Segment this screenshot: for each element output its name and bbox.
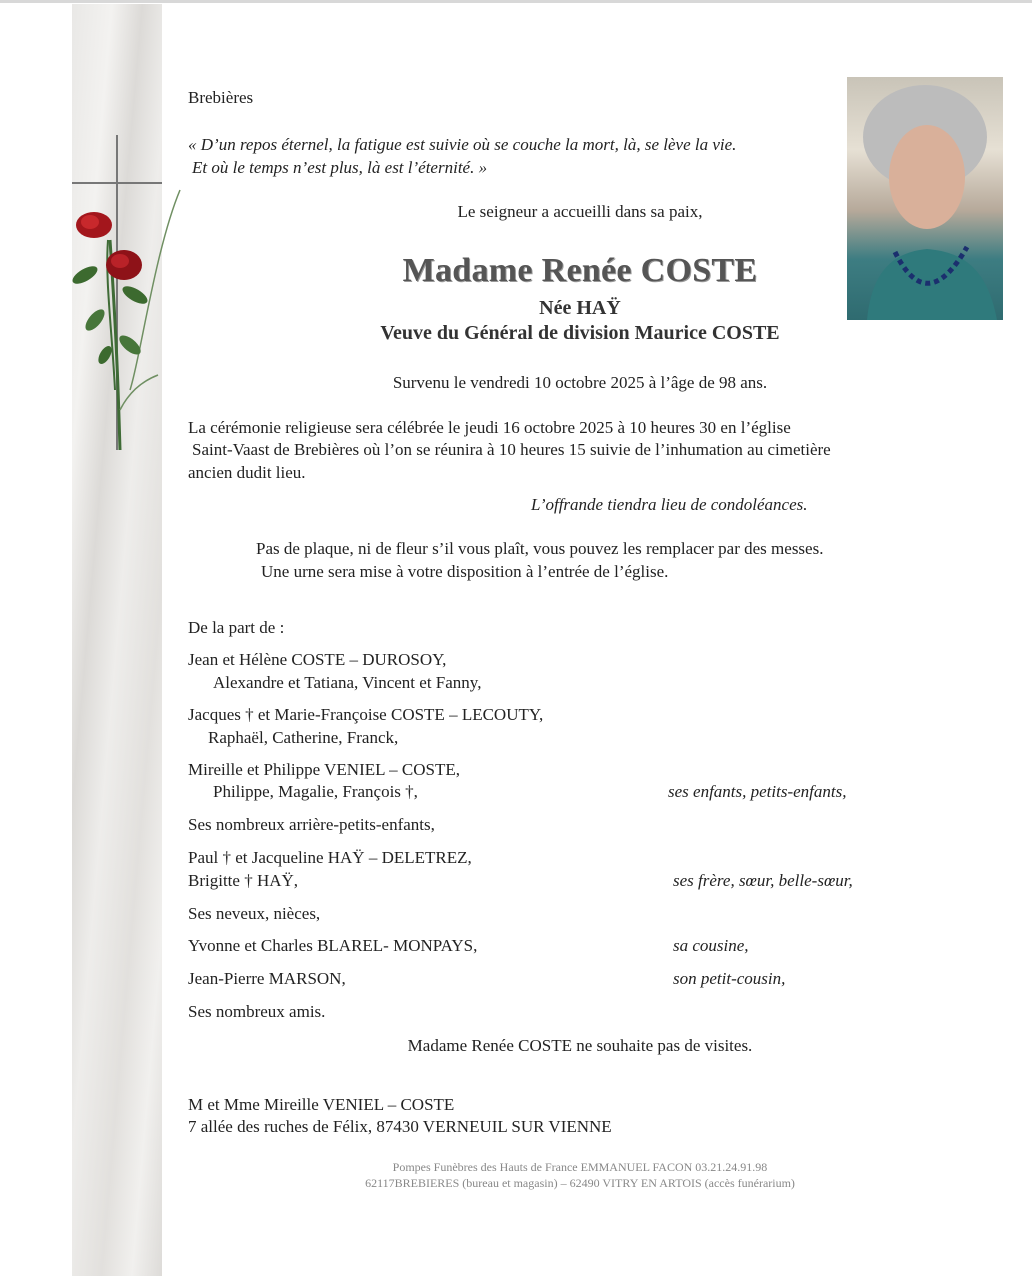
footer-line-2: 62117BREBIERES (bureau et magasin) – 62490 VITRY EN ARTOIS (accès funérarium)	[365, 1176, 795, 1190]
quote-line-2: Et où le temps n’est plus, là est l’éternité. »	[192, 158, 488, 177]
quote-line-1: « D’un repos éternel, la fatigue est suivie où se couche la mort, là, se lève la vie.	[188, 135, 737, 154]
family-line: Yvonne et Charles BLAREL- MONPAYS,	[188, 936, 478, 955]
death-date: Survenu le vendredi 10 octobre 2025 à l’âge de 98 ans.	[392, 373, 768, 392]
family-line: Paul † et Jacqueline HAŸ – DELETREZ,	[188, 848, 472, 867]
rose-icon	[70, 190, 180, 450]
location: Brebières	[188, 88, 254, 107]
address-line-1: M et Mme Mireille VENIEL – COSTE	[188, 1095, 455, 1114]
family-line: Ses neveux, nièces,	[188, 904, 321, 923]
ceremony-line-1: La cérémonie religieuse sera célébrée le jeudi 16 octobre 2025 à 10 heures 30 en l’église	[188, 418, 791, 437]
cross-and-roses-illustration	[60, 130, 190, 460]
no-visits-note: Madame Renée COSTE ne souhaite pas de visites.	[407, 1036, 753, 1055]
portrait-photo	[847, 77, 1003, 320]
scan-edge	[0, 0, 1032, 3]
address-line-2: 7 allée des ruches de Félix, 87430 VERNEUIL SUR VIENNE	[188, 1117, 612, 1136]
footer-line-1: Pompes Funèbres des Hauts de France EMMANUEL FACON 03.21.24.91.98	[392, 1160, 768, 1174]
widow-of: Veuve du Général de division Maurice COSTE	[380, 322, 780, 344]
family-line: Mireille et Philippe VENIEL – COSTE,	[188, 760, 460, 779]
relation-siblings: ses frère, sœur, belle-sœur,	[673, 871, 853, 890]
family-line: Raphaël, Catherine, Franck,	[208, 728, 399, 747]
family-line: Brigitte † HAŸ,	[188, 871, 299, 890]
family-line: Ses nombreux arrière-petits-enfants,	[188, 815, 435, 834]
flowers-line-2: Une urne sera mise à votre disposition à l’entrée de l’église.	[261, 562, 669, 581]
family-line: Jean-Pierre MARSON,	[188, 969, 346, 988]
flowers-line-1: Pas de plaque, ni de fleur s’il vous plaît, vous pouvez les remplacer par des messes.	[256, 539, 824, 558]
relation-children: ses enfants, petits-enfants,	[668, 782, 847, 801]
family-line: Ses nombreux amis.	[188, 1002, 326, 1021]
ceremony-line-2: Saint-Vaast de Brebières où l’on se réunira à 10 heures 15 suivie de l’inhumation au cimetière	[192, 440, 831, 459]
family-line: Jacques † et Marie-Françoise COSTE – LECOUTY,	[188, 705, 544, 724]
ceremony-line-3: ancien dudit lieu.	[188, 463, 306, 482]
relation-cousin-f: sa cousine,	[673, 936, 749, 955]
family-line: Alexandre et Tatiana, Vincent et Fanny,	[213, 673, 482, 692]
offering-note: L’offrande tiendra lieu de condoléances.	[531, 495, 808, 514]
intro-text: Le seigneur a accueilli dans sa paix,	[457, 202, 703, 221]
from-label: De la part de :	[188, 618, 285, 637]
family-line: Jean et Hélène COSTE – DUROSOY,	[188, 650, 447, 669]
family-line: Philippe, Magalie, François †,	[213, 782, 418, 801]
maiden-name: Née HAŸ	[539, 297, 621, 319]
deceased-name: Madame Renée COSTE	[402, 252, 758, 289]
relation-cousin-m: son petit-cousin,	[673, 969, 786, 988]
